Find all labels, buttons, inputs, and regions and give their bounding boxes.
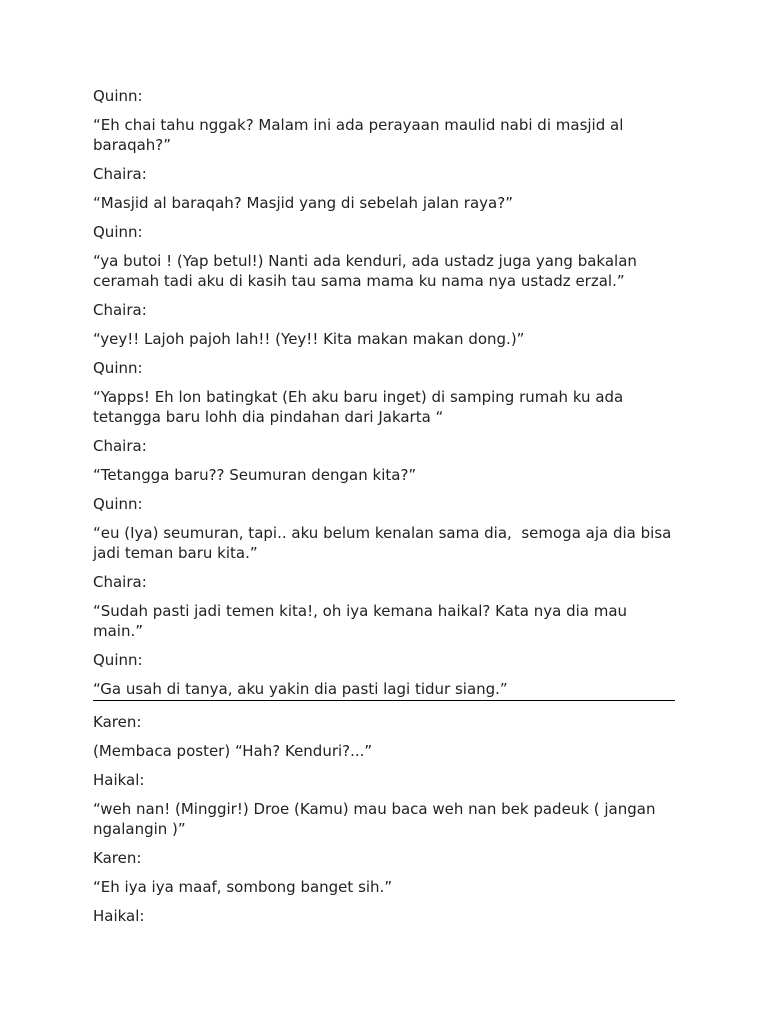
dialogue-line: “Eh chai tahu nggak? Malam ini ada perayaan maulid nabi di masjid al baraqah?” [93,116,629,154]
dialogue-line: “Tetangga baru?? Seumuran dengan kita?” [93,466,417,484]
speaker-label: Karen: [93,713,142,731]
speaker-label: Quinn: [93,495,143,513]
speaker-label: Quinn: [93,87,143,105]
speaker-label: Quinn: [93,359,143,377]
dialogue-line: “Ga usah di tanya, aku yakin dia pasti lagi tidur siang.” [93,680,508,698]
dialogue-line: “Sudah pasti jadi temen kita!, oh iya kemana haikal? Kata nya dia mau main.” [93,602,632,640]
speaker-label: Quinn: [93,223,143,241]
dialogue-line: (Membaca poster) “Hah? Kenduri?...” [93,742,373,760]
dialogue-line: “ya butoi ! (Yap betul!) Nanti ada kenduri, ada ustadz juga yang bakalan ceramah tadi aku di kasih tau sama mama ku nama nya ustadz erzal.” [93,252,642,290]
dialogue-line: “Yapps! Eh lon batingkat (Eh aku baru inget) di samping rumah ku ada tetangga baru lohh dia pindahan dari Jakarta “ [93,388,629,426]
dialogue-line: “Eh iya iya maaf, sombong banget sih.” [93,878,393,896]
dialogue-line: “yey!! Lajoh pajoh lah!! (Yey!! Kita makan makan dong.)” [93,330,525,348]
speaker-label: Haikal: [93,771,145,789]
dialogue-line: “Masjid al baraqah? Masjid yang di sebelah jalan raya?” [93,194,513,212]
dialogue-line: “weh nan! (Minggir!) Droe (Kamu) mau baca weh nan bek padeuk ( jangan ngalangin )” [93,800,661,838]
speaker-label: Quinn: [93,651,143,669]
speaker-label: Chaira: [93,301,147,319]
speaker-label: Chaira: [93,165,147,183]
section-divider [93,700,675,701]
speaker-label: Karen: [93,849,142,867]
speaker-label: Chaira: [93,437,147,455]
document-page [93,86,675,935]
speaker-label: Haikal: [93,907,145,925]
speaker-label: Chaira: [93,573,147,591]
dialogue-line: “eu (Iya) seumuran, tapi.. aku belum kenalan sama dia, semoga aja dia bisa jadi teman baru kita.” [93,524,677,562]
